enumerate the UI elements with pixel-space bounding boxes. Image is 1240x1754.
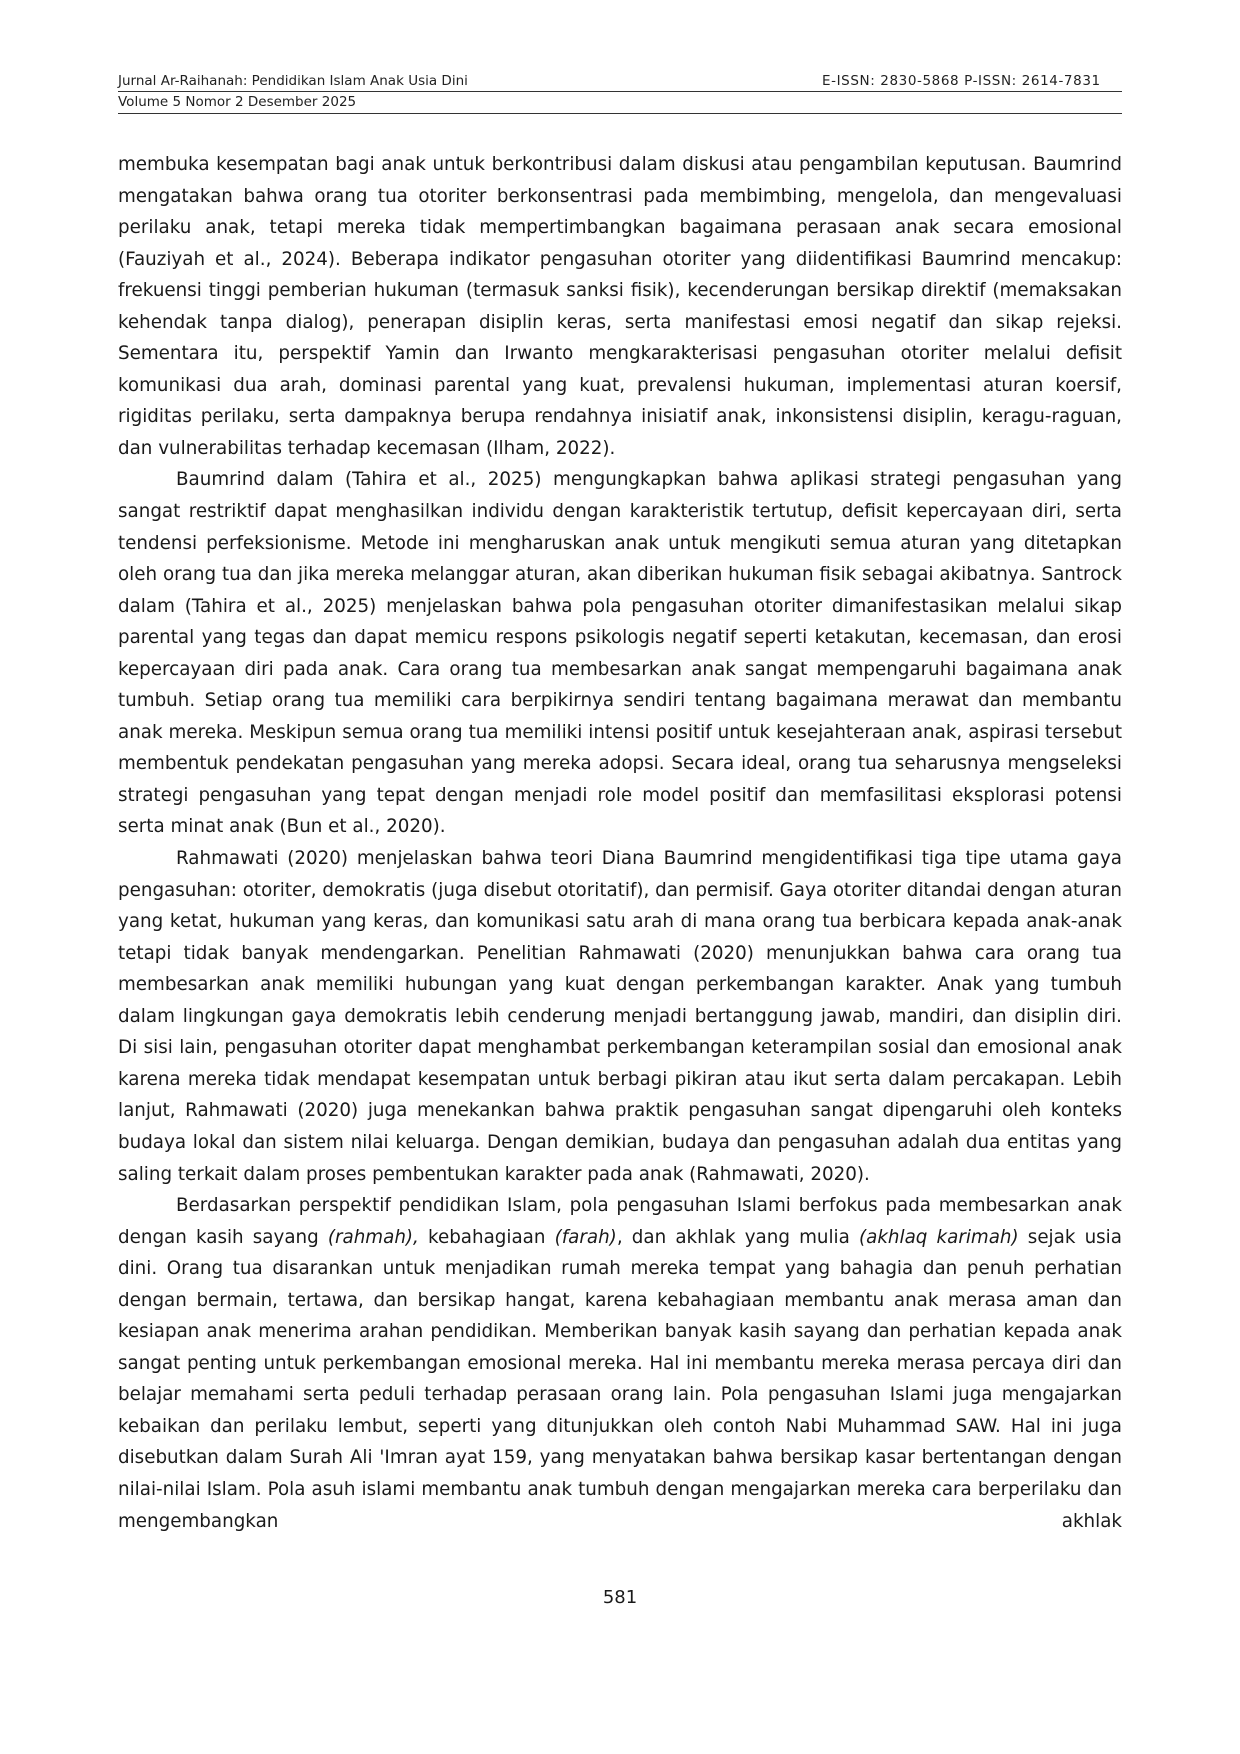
volume-label: Volume 5 Nomor 2 Desember 2025 bbox=[118, 92, 1122, 114]
paragraph-3: Rahmawati (2020) menjelaskan bahwa teori Diana Baumrind mengidentifikasi tiga tipe utama gaya pengasuhan: otoriter, demokratis (juga disebut otoritatif), dan permisif. Gaya otoriter ditandai dengan aturan yang ketat, hukuman yang keras, dan komunikasi satu arah di mana orang tua berbicara kepada anak-anak tetapi tidak banyak mendengarkan. Penelitian Rahmawati (2020) menunjukkan bahwa cara orang tua membesarkan anak memiliki hubungan yang kuat dengan perkembangan karakter. Anak yang tumbuh dalam lingkungan gaya demokratis lebih cenderung menjadi bertanggung jawab, mandiri, dan disiplin diri. Di sisi lain, pengasuhan otoriter dapat menghambat perkembangan keterampilan sosial dan emosional anak karena mereka tidak mendapat kesempatan untuk berbagi pikiran atau ikut serta dalam percakapan. Lebih lanjut, Rahmawati (2020) juga menekankan bahwa praktik pengasuhan sangat dipengaruhi oleh konteks budaya lokal dan sistem nilai keluarga. Dengan demikian, budaya dan pengasuhan adalah dua entitas yang saling terkait dalam proses pembentukan karakter pada anak (Rahmawati, 2020). bbox=[118, 848, 1122, 1185]
paragraph-1: membuka kesempatan bagi anak untuk berkontribusi dalam diskusi atau pengambilan keputusan. Baumrind mengatakan bahwa orang tua otoriter berkonsentrasi pada membimbing, mengelola, dan mengevaluasi perilaku anak, tetapi mereka tidak mempertimbangkan bagaimana perasaan anak secara emosional (Fauziyah et al., 2024). Beberapa indikator pengasuhan otoriter yang diidentifikasi Baumrind mencakup: frekuensi tinggi pemberian hukuman (termasuk sanksi fisik), kecenderungan bersikap direktif (memaksakan kehendak tanpa dialog), penerapan disiplin keras, serta manifestasi emosi negatif dan sikap rejeksi. Sementara itu, perspektif Yamin dan Irwanto mengkarakterisasi pengasuhan otoriter melalui defisit komunikasi dua arah, dominasi parental yang kuat, prevalensi hukuman, implementasi aturan koersif, rigiditas perilaku, serta dampaknya berupa rendahnya inisiatif anak, inkonsistensi disiplin, keragu-raguan, dan vulnerabilitas terhadap kecemasan (Ilham, 2022). bbox=[118, 154, 1122, 459]
paragraph-2: Baumrind dalam (Tahira et al., 2025) mengungkapkan bahwa aplikasi strategi pengasuhan yang sangat restriktif dapat menghasilkan individu dengan karakteristik tertutup, defisit kepercayaan diri, serta tendensi perfeksionisme. Metode ini mengharuskan anak untuk mengikuti semua aturan yang ditetapkan oleh orang tua dan jika mereka melanggar aturan, akan diberikan hukuman fisik sebagai akibatnya. Santrock dalam (Tahira et al., 2025) menjelaskan bahwa pola pengasuhan otoriter dimanifestasikan melalui sikap parental yang tegas dan dapat memicu respons psikologis negatif seperti ketakutan, kecemasan, dan erosi kepercayaan diri pada anak. Cara orang tua membesarkan anak sangat mempengaruhi bagaimana anak tumbuh. Setiap orang tua memiliki cara berpikirnya sendiri tentang bagaimana merawat dan membantu anak mereka. Meskipun semua orang tua memiliki intensi positif untuk kesejahteraan anak, aspirasi tersebut membentuk pendekatan pengasuhan yang mereka adopsi. Secara ideal, orang tua seharusnya mengseleksi strategi pengasuhan yang tepat dengan menjadi role model positif dan memfasilitasi eksplorasi potensi serta minat anak (Bun et al., 2020). bbox=[118, 469, 1122, 838]
paragraph-4 bbox=[118, 1190, 1122, 1537]
running-header bbox=[118, 72, 1122, 114]
header-top-row bbox=[118, 72, 1122, 92]
paragraph-4-text-d: sejak usia dini. Orang tua disarankan untuk menjadikan rumah mereka tempat yang bahagia dan penuh perhatian dengan bermain, tertawa, dan bersikap hangat, karena kebahagiaan membantu anak merasa aman dan kesiapan anak menerima arahan pendidikan. Memberikan banyak kasih sayang dan perhatian kepada anak sangat penting untuk perkembangan emosional mereka. Hal ini membantu mereka merasa percaya diri dan belajar memahami serta peduli terhadap perasaan orang lain. Pola pengasuhan Islami juga mengajarkan kebaikan dan perilaku lembut, seperti yang ditunjukkan oleh contoh Nabi Muhammad SAW. Hal ini juga disebutkan dalam Surah Ali 'Imran ayat 159, yang menyatakan bahwa bersikap kasar bertentangan dengan nilai-nilai Islam. Pola asuh islami membantu anak tumbuh dengan mengajarkan mereka cara berperilaku dan mengembangkan akhlak bbox=[118, 1226, 1122, 1532]
paragraph-4-text-a: Berdasarkan perspektif pendidikan Islam, pola pengasuhan Islami berfokus pada membesarkan anak dengan kasih sayang bbox=[118, 1195, 1122, 1248]
term-rahmah: (rahmah), bbox=[327, 1226, 419, 1248]
paragraph-4-text-b: kebahagiaan bbox=[418, 1226, 555, 1248]
page-number: 581 bbox=[602, 1587, 638, 1608]
term-akhlaq-karimah: (akhlaq karimah) bbox=[858, 1226, 1019, 1248]
journal-title: Jurnal Ar-Raihanah: Pendidikan Islam Anak Usia Dini bbox=[118, 73, 468, 89]
term-farah: (farah) bbox=[554, 1226, 617, 1248]
body-text bbox=[118, 149, 1122, 1537]
issn-label: E-ISSN: 2830-5868 P-ISSN: 2614-7831 bbox=[822, 73, 1101, 89]
paragraph-4-text-c: , dan akhlak yang mulia bbox=[616, 1226, 859, 1248]
